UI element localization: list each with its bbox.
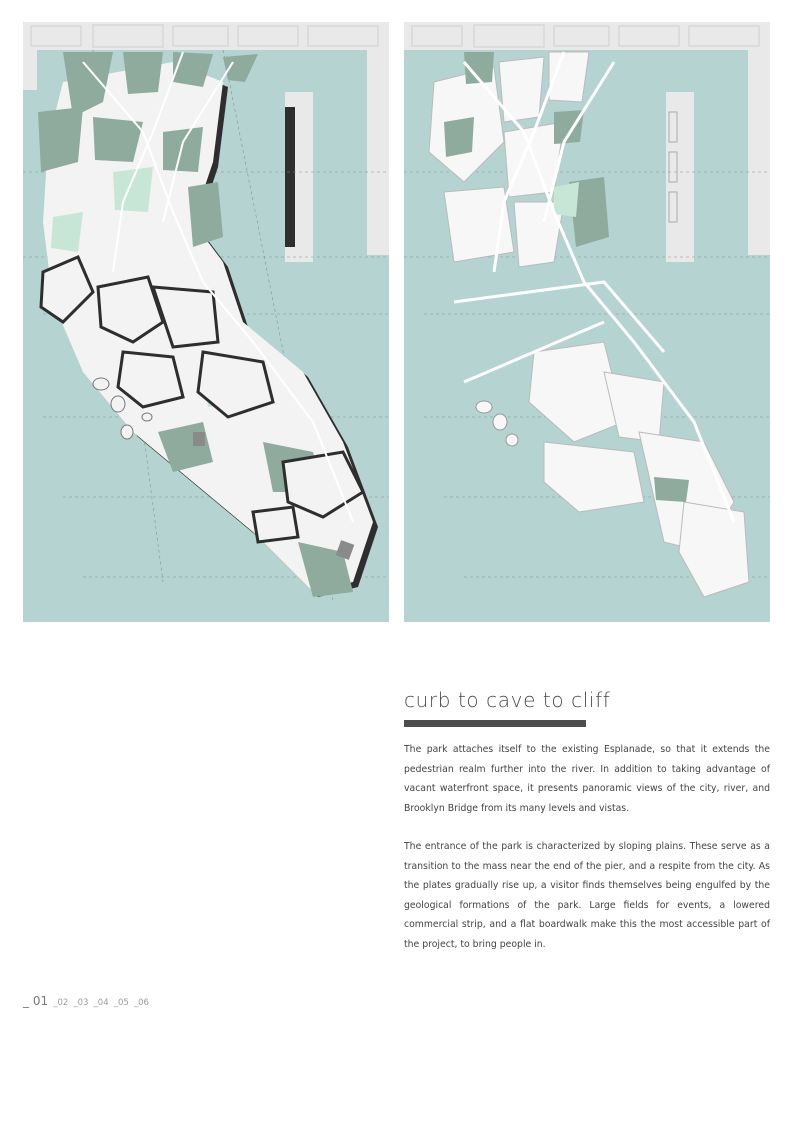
paragraph-2: The entrance of the park is characterized by sloping plains. These serve as a transition to the mass near the end of the pier, and a respite from the city. As the plates gradually rise up, a visitor finds themselves being engulfed by the geological formations of the park. Large fields for events, a lowered commercial strip, and a flat boardwalk make this the most accessible part of the project, to bring people in. — [404, 841, 770, 950]
page-link-02[interactable]: _02 — [53, 998, 69, 1008]
page-title: curb to cave to cliff — [404, 688, 611, 712]
page-link-03[interactable]: _03 — [73, 998, 89, 1008]
page-link-current[interactable]: _ 01 — [23, 994, 49, 1008]
page-link-05[interactable]: _05 — [113, 998, 129, 1008]
site-plan-left — [23, 22, 389, 622]
site-plan-left-drawing — [23, 22, 389, 622]
page-link-06[interactable]: _06 — [133, 998, 149, 1008]
site-plan-right — [404, 22, 770, 622]
page-navigation — [23, 990, 149, 1009]
page-link-04[interactable]: _04 — [93, 998, 109, 1008]
paragraph-1: The park attaches itself to the existing Esplanade, so that it extends the pedestrian realm further into the river. In addition to taking advantage of vacant waterfront space, it presents panoramic views of the city, river, and Brooklyn Bridge from its many levels and vistas. — [404, 744, 770, 814]
title-underline-bar — [404, 720, 586, 727]
site-plan-right-drawing — [404, 22, 770, 622]
